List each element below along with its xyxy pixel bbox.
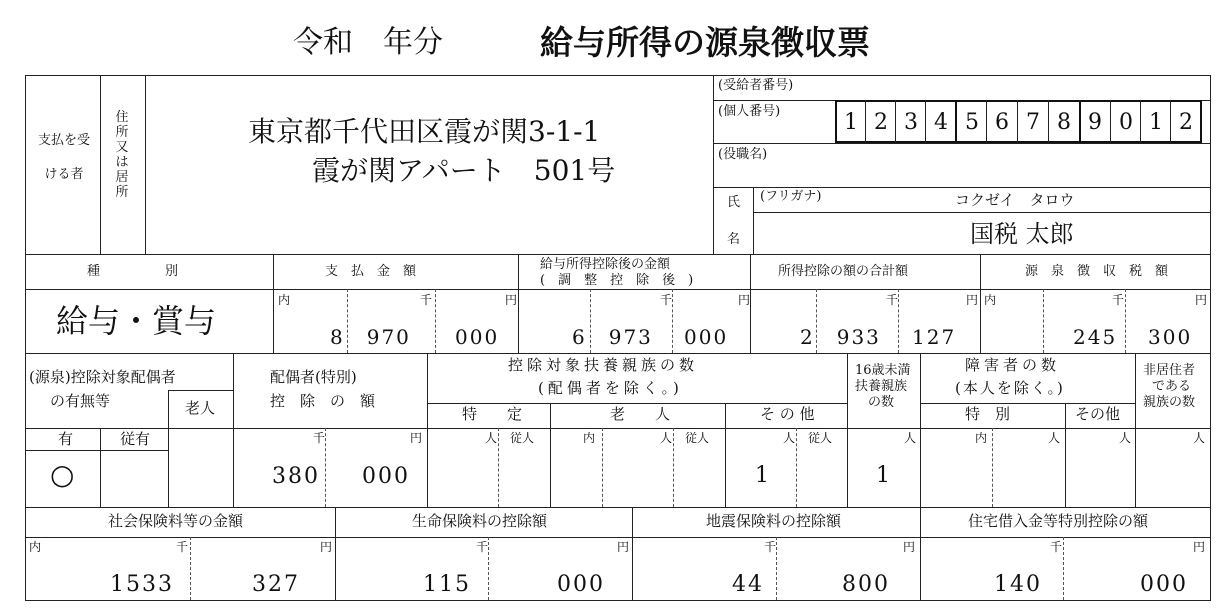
thousand-mark: 千 bbox=[420, 293, 433, 307]
my-number-digit: 6 bbox=[995, 110, 1009, 135]
spouse-subordinate-yes-label: 従有 bbox=[120, 430, 151, 448]
address-line-2: 霞が関アパート 501号 bbox=[312, 154, 616, 187]
yen-mark: 円 bbox=[738, 293, 751, 307]
thousand-mark: 千 bbox=[1050, 540, 1063, 554]
deduction-total-units: 127 bbox=[912, 325, 957, 349]
housing-loan-units: 000 bbox=[1140, 572, 1188, 597]
my-number-digit: 8 bbox=[1057, 110, 1071, 135]
housing-loan-header: 住宅借入金等特別控除の額 bbox=[968, 512, 1149, 530]
thousand-mark: 千 bbox=[176, 540, 189, 554]
under16-label-3: の数 bbox=[868, 395, 895, 410]
thousand-mark: 千 bbox=[476, 540, 489, 554]
social-insurance-units: 327 bbox=[252, 572, 300, 597]
under16-label-2: 扶養親族 bbox=[855, 379, 908, 394]
after-deduction-thousands: 6 973 bbox=[572, 325, 653, 349]
inner-mark: 内 bbox=[278, 293, 291, 307]
social-insurance-thousands: 1533 bbox=[110, 572, 174, 597]
life-insurance-thousands: 115 bbox=[423, 572, 471, 597]
payee-label: 支払を受ける者 bbox=[37, 133, 90, 182]
dependents-header-1: 控除対象扶養親族の数 bbox=[508, 356, 699, 374]
withholding-tax-units: 300 bbox=[1148, 325, 1193, 349]
elderly-dependents-label: 老 人 bbox=[610, 405, 671, 423]
inner-mark: 内 bbox=[583, 431, 596, 445]
my-number-digit: 7 bbox=[1026, 110, 1040, 135]
yen-mark: 円 bbox=[505, 293, 518, 307]
nonresident-label-3: 親族の数 bbox=[1143, 395, 1196, 410]
deduction-total-thousands: 2 933 bbox=[800, 325, 881, 349]
deduction-total-header: 所得控除の額の合計額 bbox=[778, 264, 909, 279]
spouse-header-2: の有無等 bbox=[50, 392, 111, 410]
my-number-digit: 2 bbox=[874, 110, 888, 135]
payment-amount-header: 支 払 金 額 bbox=[325, 264, 417, 279]
yen-mark: 円 bbox=[1193, 540, 1206, 554]
after-deduction-header-2: ( 調 整 控 除 後 ) bbox=[540, 273, 694, 288]
person-mark: 人 bbox=[783, 431, 796, 445]
address-label: 住所又は居所 bbox=[115, 110, 129, 200]
furigana-label: (フリガナ) bbox=[760, 189, 822, 204]
spouse-sub-divider bbox=[25, 450, 168, 451]
my-number-digit: 3 bbox=[904, 110, 918, 135]
social-insurance-header: 社会保険料等の金額 bbox=[108, 512, 244, 530]
recipient-number-label: (受給者番号) bbox=[718, 78, 794, 93]
my-number-digit: 4 bbox=[934, 110, 948, 135]
my-number-digit: 9 bbox=[1088, 110, 1102, 135]
inner-mark: 内 bbox=[29, 540, 42, 554]
payment-amount-units: 000 bbox=[455, 325, 500, 349]
name-label-1: 氏 bbox=[727, 195, 741, 210]
thousand-mark: 千 bbox=[313, 431, 326, 445]
nonresident-label-1: 非居住者 bbox=[1143, 363, 1196, 378]
spouse-special-deduction-header-1: 配偶者(特別) bbox=[270, 368, 357, 386]
type-header: 種 別 bbox=[87, 264, 179, 279]
withholding-tax-header: 源 泉 徴 収 税 額 bbox=[1025, 264, 1169, 279]
person-mark: 人 bbox=[485, 431, 498, 445]
thousand-mark: 千 bbox=[764, 540, 777, 554]
name-label-2: 名 bbox=[727, 232, 741, 247]
spouse-elderly-label: 老人 bbox=[185, 399, 216, 417]
dependents-header-2: (配偶者を除く。) bbox=[538, 379, 683, 397]
withholding-tax-thousands: 245 bbox=[1073, 325, 1118, 349]
payee-name: 国税 太郎 bbox=[970, 220, 1074, 248]
yen-mark: 円 bbox=[1195, 293, 1208, 307]
earthquake-insurance-thousands: 44 bbox=[732, 572, 764, 597]
spouse-present-mark: ○ bbox=[50, 458, 75, 491]
specific-dependents-label: 特 定 bbox=[462, 405, 523, 423]
person-mark: 人 bbox=[904, 431, 917, 445]
life-insurance-units: 000 bbox=[557, 572, 605, 597]
my-number-digit: 1 bbox=[1149, 110, 1163, 135]
thousand-mark: 千 bbox=[660, 293, 673, 307]
my-number-digit: 5 bbox=[965, 110, 979, 135]
person-mark: 人 bbox=[1193, 431, 1206, 445]
disabled-header-1: 障害者の数 bbox=[965, 356, 1061, 374]
era-year-label: 令和 年分 bbox=[293, 25, 443, 60]
nonresident-label-2: である bbox=[1152, 379, 1192, 394]
yen-mark: 円 bbox=[903, 540, 916, 554]
earthquake-insurance-header: 地震保険料の控除額 bbox=[706, 512, 842, 530]
disabled-special-label: 特 別 bbox=[965, 405, 1011, 423]
my-number-digit: 2 bbox=[1179, 110, 1193, 135]
thousand-mark: 千 bbox=[1112, 293, 1125, 307]
yen-mark: 円 bbox=[966, 293, 979, 307]
inner-mark: 内 bbox=[975, 431, 988, 445]
yen-mark: 円 bbox=[410, 431, 423, 445]
my-number-digit: 1 bbox=[844, 110, 858, 135]
position-label: (役職名) bbox=[718, 147, 768, 162]
payment-amount-thousands: 8 970 bbox=[330, 325, 411, 349]
other-dependents-label: そ の 他 bbox=[760, 405, 815, 423]
yen-mark: 円 bbox=[320, 540, 333, 554]
spouse-deduction-thousands: 380 bbox=[272, 464, 320, 489]
spouse-deduction-units: 000 bbox=[362, 464, 410, 489]
other-dependents-count: 1 bbox=[755, 463, 769, 488]
person-mark: 人 bbox=[660, 431, 673, 445]
address-line-1: 東京都千代田区霞が関3-1-1 bbox=[248, 115, 601, 148]
disabled-header-2: (本人を除く。) bbox=[955, 379, 1065, 397]
furigana-value: コクゼイ タロウ bbox=[955, 191, 1075, 209]
disabled-other-label: その他 bbox=[1075, 405, 1121, 423]
person-mark: 人 bbox=[1119, 431, 1132, 445]
subordinate-person-mark: 従人 bbox=[685, 431, 710, 445]
spouse-header-1: (源泉)控除対象配偶者 bbox=[29, 368, 176, 386]
my-number-digit: 0 bbox=[1119, 110, 1133, 135]
earthquake-insurance-units: 800 bbox=[842, 572, 890, 597]
person-mark: 人 bbox=[1048, 431, 1061, 445]
housing-loan-thousands: 140 bbox=[994, 572, 1042, 597]
yen-mark: 円 bbox=[617, 540, 630, 554]
under16-dependents-count: 1 bbox=[876, 463, 890, 488]
spouse-yes-label: 有 bbox=[58, 430, 74, 448]
under16-label-1: 16歳未満 bbox=[855, 363, 911, 378]
after-deduction-units: 000 bbox=[684, 325, 729, 349]
subordinate-person-mark: 従人 bbox=[510, 431, 535, 445]
after-deduction-header-1: 給与所得控除後の金額 bbox=[540, 257, 671, 272]
my-number-label: (個人番号) bbox=[718, 104, 781, 119]
spouse-special-deduction-header-2: 控 除 の 額 bbox=[270, 392, 376, 410]
life-insurance-header: 生命保険料の控除額 bbox=[412, 512, 548, 530]
income-type-value: 給与・賞与 bbox=[56, 302, 217, 340]
subordinate-person-mark: 従人 bbox=[808, 431, 833, 445]
form-title: 給与所得の源泉徴収票 bbox=[540, 23, 870, 62]
thousand-mark: 千 bbox=[886, 293, 899, 307]
inner-mark: 内 bbox=[984, 293, 997, 307]
